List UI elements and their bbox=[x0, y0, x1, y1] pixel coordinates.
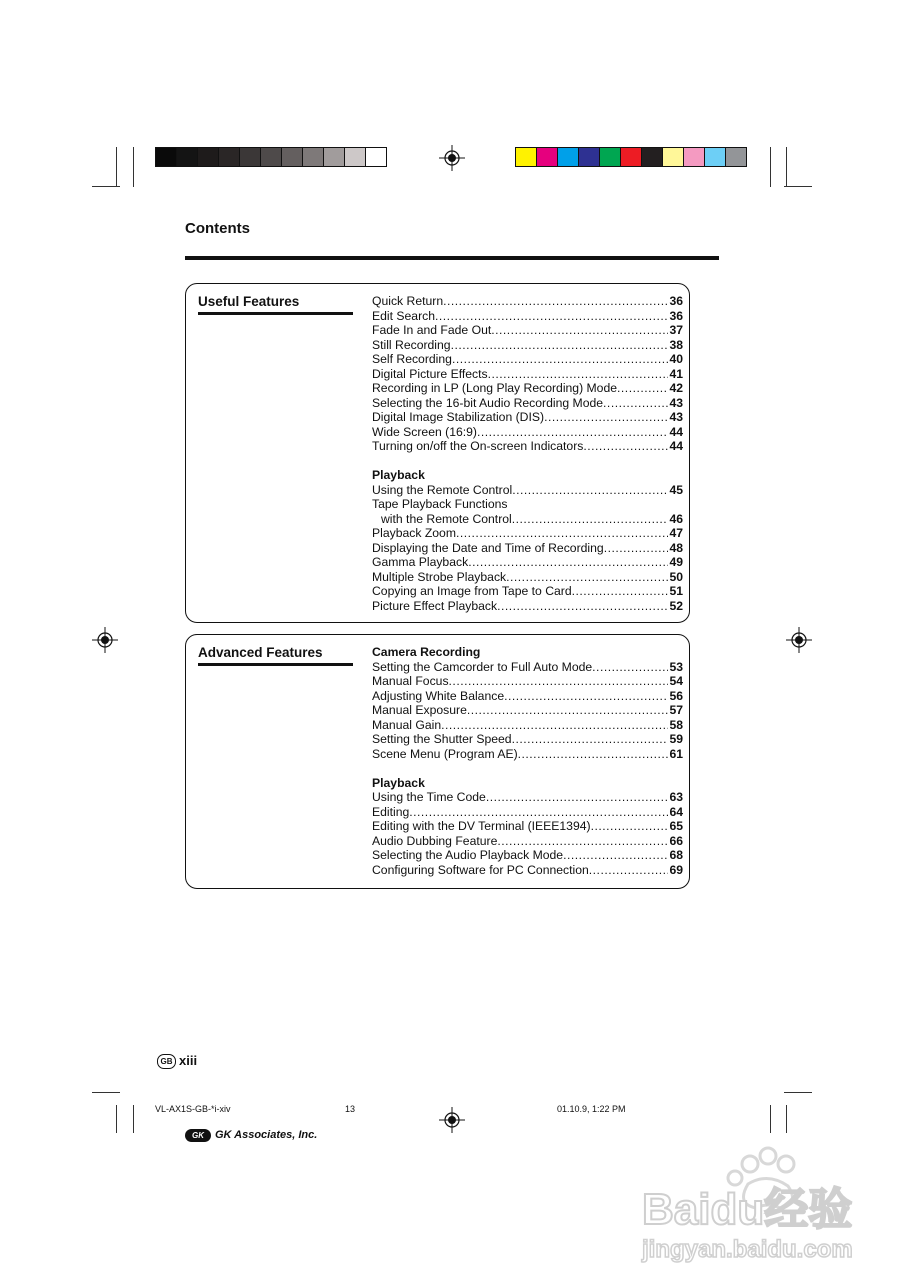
toc-entry-page: 58 bbox=[669, 717, 683, 732]
toc-entry-page: 43 bbox=[669, 410, 683, 424]
toc-entry[interactable] bbox=[372, 483, 683, 498]
toc-leader-dots bbox=[591, 819, 669, 834]
toc-leader-dots bbox=[504, 689, 668, 704]
toc-entry-label: Setting the Shutter Speed bbox=[372, 732, 512, 746]
toc-entry-page: 44 bbox=[669, 439, 683, 453]
toc-entry-page: 54 bbox=[669, 674, 683, 688]
toc-entry-page: 47 bbox=[669, 526, 683, 540]
toc-entry-page: 65 bbox=[669, 819, 683, 833]
toc-leader-dots bbox=[506, 570, 668, 585]
toc-entry-label: Selecting the Audio Playback Mode bbox=[372, 848, 564, 862]
toc-entry-page: 48 bbox=[669, 540, 683, 555]
crop-mark bbox=[116, 147, 117, 187]
toc-entry[interactable] bbox=[372, 689, 683, 704]
color-swatch bbox=[261, 148, 282, 166]
toc-entry-page: 66 bbox=[669, 833, 683, 848]
toc-entry[interactable] bbox=[372, 555, 683, 570]
toc-entry-label: Quick Return bbox=[372, 294, 444, 308]
crop-mark bbox=[92, 186, 120, 187]
region-badge: GB bbox=[157, 1054, 176, 1069]
color-swatch bbox=[516, 148, 537, 166]
color-swatch bbox=[600, 148, 621, 166]
toc-leader-dots bbox=[544, 410, 668, 425]
crop-mark bbox=[770, 147, 771, 187]
toc-leader-dots bbox=[563, 848, 668, 863]
toc-entry-label: Using the Time Code bbox=[372, 790, 486, 804]
toc-leader-dots bbox=[443, 294, 668, 309]
toc-entry[interactable] bbox=[372, 790, 683, 805]
registration-mark-icon bbox=[439, 145, 465, 171]
color-swatch bbox=[303, 148, 324, 166]
company-name: GK Associates, Inc. bbox=[215, 1129, 318, 1141]
toc-entry[interactable] bbox=[372, 526, 683, 541]
color-swatch bbox=[282, 148, 303, 166]
color-swatch bbox=[240, 148, 261, 166]
color-swatch bbox=[345, 148, 366, 166]
group-spacer bbox=[372, 761, 683, 776]
registration-mark-icon bbox=[786, 627, 812, 653]
grayscale-color-bar bbox=[155, 147, 387, 167]
toc-entry-label: Manual Focus bbox=[372, 674, 449, 688]
toc-entry-page: 36 bbox=[669, 308, 683, 323]
toc-entry[interactable] bbox=[372, 732, 683, 747]
group-heading: Camera Recording bbox=[372, 645, 481, 659]
page-title: Contents bbox=[185, 220, 250, 237]
group-heading: Playback bbox=[372, 775, 425, 790]
toc-leader-dots bbox=[486, 790, 669, 805]
toc-entry-page: 40 bbox=[669, 352, 683, 366]
color-swatch bbox=[156, 148, 177, 166]
toc-entry-page: 63 bbox=[669, 790, 683, 804]
baidu-watermark bbox=[640, 1142, 880, 1272]
toc-leader-dots bbox=[477, 425, 668, 440]
crop-mark bbox=[786, 147, 787, 187]
color-swatch bbox=[621, 148, 642, 166]
toc-leader-dots bbox=[451, 338, 669, 353]
registration-mark-icon bbox=[92, 627, 118, 653]
color-swatch bbox=[177, 148, 198, 166]
toc-entry-page: 51 bbox=[669, 584, 683, 598]
toc-entry[interactable] bbox=[372, 294, 683, 309]
toc-entry[interactable] bbox=[372, 570, 683, 585]
toc-entry[interactable] bbox=[372, 848, 683, 863]
section-title-underline bbox=[198, 663, 353, 666]
toc-entry-label: Manual Gain bbox=[372, 717, 442, 732]
toc-entry[interactable] bbox=[372, 309, 683, 324]
toc-entry[interactable] bbox=[372, 497, 683, 512]
toc-entry-label: Recording in LP (Long Play Recording) Mode bbox=[372, 381, 618, 395]
toc-entry-page: 44 bbox=[669, 424, 683, 439]
toc-entry[interactable] bbox=[372, 381, 683, 396]
toc-entry-page: 59 bbox=[669, 732, 683, 746]
page-number: xiii bbox=[179, 1053, 198, 1068]
toc-leader-dots bbox=[449, 674, 669, 689]
group-heading: Playback bbox=[372, 468, 425, 482]
color-swatch bbox=[642, 148, 663, 166]
toc-entry-label: Fade In and Fade Out bbox=[372, 323, 492, 337]
toc-entry-page: 43 bbox=[669, 395, 683, 410]
toc-entry[interactable] bbox=[372, 410, 683, 425]
toc-entry[interactable] bbox=[372, 439, 683, 454]
toc-entry[interactable] bbox=[372, 834, 683, 849]
watermark-brand: Baidu经验 bbox=[642, 1185, 853, 1234]
toc-leader-dots bbox=[592, 660, 668, 675]
color-swatch bbox=[558, 148, 579, 166]
section-box-advanced-features bbox=[185, 634, 690, 889]
toc-entry-page: 52 bbox=[669, 598, 683, 613]
process-color-bar bbox=[515, 147, 747, 167]
toc-entry-label: Tape Playback Functions bbox=[372, 497, 508, 511]
toc-entry-page: 61 bbox=[669, 746, 683, 761]
toc-entry-label: Audio Dubbing Feature bbox=[372, 833, 498, 848]
toc-entry-label: Multiple Strobe Playback bbox=[372, 569, 507, 584]
toc-entry-label: Turning on/off the On-screen Indicators bbox=[372, 439, 584, 453]
toc-entry-label: Self Recording bbox=[372, 352, 452, 366]
toc-leader-dots bbox=[409, 805, 668, 820]
toc-entry-label: Edit Search bbox=[372, 308, 436, 323]
toc-leader-dots bbox=[512, 512, 669, 527]
toc-entry-page: 68 bbox=[669, 848, 683, 862]
toc-entry-page: 49 bbox=[669, 555, 683, 569]
color-swatch bbox=[537, 148, 558, 166]
toc-leader-dots bbox=[491, 323, 668, 338]
section-title: Advanced Features bbox=[198, 645, 323, 660]
toc-entry-label: Digital Image Stabilization (DIS) bbox=[372, 410, 545, 424]
toc-entry-label: Digital Picture Effects bbox=[372, 366, 488, 381]
toc-entry-label: Editing bbox=[372, 804, 410, 819]
toc-entry[interactable] bbox=[372, 718, 683, 733]
toc-entry-page: 50 bbox=[669, 569, 683, 584]
toc-entry-label: Displaying the Date and Time of Recording bbox=[372, 540, 604, 555]
toc-entries bbox=[372, 294, 683, 613]
toc-entry-page: 38 bbox=[669, 337, 683, 352]
toc-entry-page: 64 bbox=[669, 804, 683, 819]
print-timestamp: 01.10.9, 1:22 PM bbox=[557, 1104, 626, 1114]
toc-entry-label: with the Remote Control bbox=[381, 511, 512, 526]
crop-mark bbox=[784, 1092, 812, 1093]
toc-leader-dots bbox=[456, 526, 668, 541]
toc-entry[interactable] bbox=[372, 584, 683, 599]
toc-entry-page: 69 bbox=[669, 862, 683, 877]
toc-entry[interactable] bbox=[372, 541, 683, 556]
section-box-useful-features bbox=[185, 283, 690, 623]
section-title-underline bbox=[198, 312, 353, 315]
toc-leader-dots bbox=[497, 599, 668, 614]
company-logo: GK bbox=[185, 1129, 211, 1142]
toc-entry-page: 42 bbox=[669, 381, 683, 395]
toc-entry-page: 57 bbox=[669, 703, 683, 717]
toc-entry[interactable] bbox=[372, 323, 683, 338]
group-spacer bbox=[372, 454, 683, 469]
toc-leader-dots bbox=[583, 439, 668, 454]
toc-entry-page: 56 bbox=[669, 688, 683, 703]
color-swatch bbox=[219, 148, 240, 166]
toc-entry-label: Playback Zoom bbox=[372, 526, 456, 540]
toc-leader-dots bbox=[512, 483, 668, 498]
color-swatch bbox=[684, 148, 705, 166]
color-swatch bbox=[579, 148, 600, 166]
toc-entry-label: Editing with the DV Terminal (IEEE1394) bbox=[372, 819, 591, 833]
toc-entry-page: 36 bbox=[669, 294, 683, 308]
toc-entry-label: Adjusting White Balance bbox=[372, 688, 505, 703]
color-swatch bbox=[366, 148, 386, 166]
toc-entry[interactable] bbox=[372, 352, 683, 367]
crop-mark bbox=[133, 1105, 134, 1133]
color-swatch bbox=[198, 148, 219, 166]
toc-entry-label: Gamma Playback bbox=[372, 555, 469, 569]
crop-mark bbox=[770, 1105, 771, 1133]
toc-entry[interactable] bbox=[372, 599, 683, 614]
toc-entry-label: Setting the Camcorder to Full Auto Mode bbox=[372, 659, 593, 674]
color-swatch bbox=[663, 148, 684, 166]
toc-entry-page: 53 bbox=[669, 659, 683, 674]
toc-entry-page: 41 bbox=[669, 366, 683, 381]
toc-entry-label: Wide Screen (16:9) bbox=[372, 424, 477, 439]
toc-leader-dots bbox=[441, 718, 668, 733]
crop-mark bbox=[116, 1105, 117, 1133]
registration-mark-icon bbox=[439, 1107, 465, 1133]
print-file-name: VL-AX1S-GB-*i-xiv bbox=[155, 1104, 231, 1114]
toc-leader-dots bbox=[604, 541, 669, 556]
toc-leader-dots bbox=[497, 834, 668, 849]
toc-leader-dots bbox=[518, 747, 669, 762]
toc-entry[interactable] bbox=[372, 747, 683, 762]
crop-mark bbox=[133, 147, 134, 187]
toc-leader-dots bbox=[468, 555, 668, 570]
title-underline bbox=[185, 256, 719, 260]
toc-entry[interactable] bbox=[372, 512, 683, 527]
toc-entry-label: Still Recording bbox=[372, 337, 451, 352]
toc-entry-label: Copying an Image from Tape to Card bbox=[372, 584, 572, 598]
toc-entry[interactable] bbox=[372, 425, 683, 440]
toc-entry-label: Selecting the 16-bit Audio Recording Mode bbox=[372, 395, 604, 410]
toc-leader-dots bbox=[435, 309, 668, 324]
toc-leader-dots bbox=[452, 352, 668, 367]
crop-mark bbox=[786, 1105, 787, 1133]
toc-entry[interactable] bbox=[372, 703, 683, 718]
toc-entry-label: Scene Menu (Program AE) bbox=[372, 746, 518, 761]
toc-entry[interactable] bbox=[372, 863, 683, 878]
toc-entry[interactable] bbox=[372, 819, 683, 834]
toc-entries bbox=[372, 645, 683, 877]
toc-entry[interactable] bbox=[372, 674, 683, 689]
toc-entry-label: Picture Effect Playback bbox=[372, 598, 498, 613]
toc-leader-dots bbox=[572, 584, 669, 599]
toc-entry-page: 45 bbox=[669, 482, 683, 497]
toc-leader-dots bbox=[467, 703, 669, 718]
toc-leader-dots bbox=[603, 396, 668, 411]
toc-leader-dots bbox=[488, 367, 669, 382]
print-sheet-number: 13 bbox=[345, 1104, 356, 1114]
color-swatch bbox=[726, 148, 746, 166]
toc-entry[interactable] bbox=[372, 338, 683, 353]
toc-leader-dots bbox=[617, 381, 668, 396]
toc-entry-label: Using the Remote Control bbox=[372, 482, 513, 497]
toc-entry[interactable] bbox=[372, 367, 683, 382]
toc-entry[interactable] bbox=[372, 660, 683, 675]
toc-entry-page: 46 bbox=[669, 511, 683, 526]
toc-entry-label: Configuring Software for PC Connection bbox=[372, 862, 589, 877]
toc-entry-label: Manual Exposure bbox=[372, 703, 467, 717]
section-title: Useful Features bbox=[198, 294, 300, 309]
color-swatch bbox=[324, 148, 345, 166]
toc-leader-dots bbox=[589, 863, 669, 878]
watermark-url: jingyan.baidu.com bbox=[642, 1236, 853, 1263]
toc-entry[interactable] bbox=[372, 396, 683, 411]
toc-entry-page: 37 bbox=[669, 323, 683, 337]
toc-entry[interactable] bbox=[372, 805, 683, 820]
toc-leader-dots bbox=[512, 732, 669, 747]
crop-mark bbox=[92, 1092, 120, 1093]
color-swatch bbox=[705, 148, 726, 166]
crop-mark bbox=[784, 186, 812, 187]
